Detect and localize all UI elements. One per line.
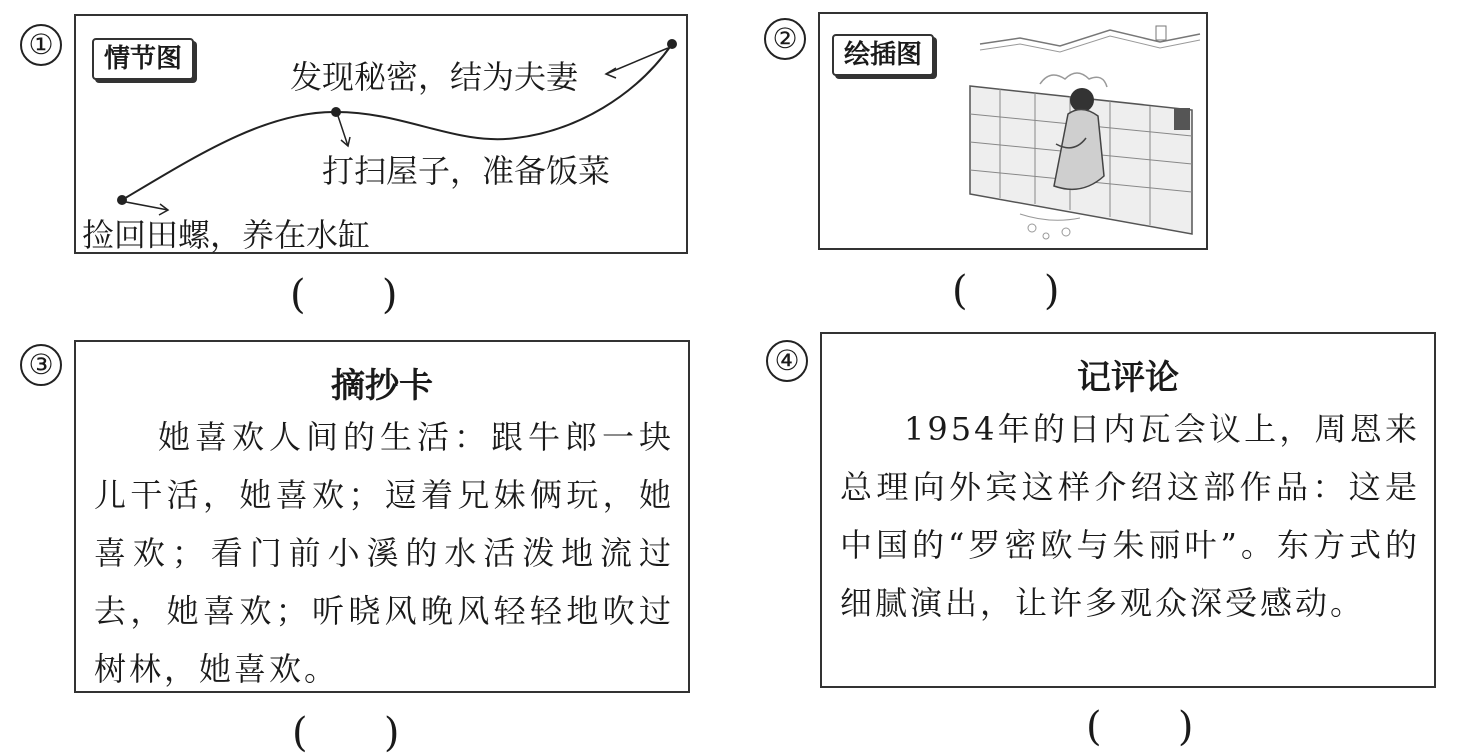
panel-2-answer-blank[interactable]: ( ) (952, 268, 1060, 314)
panel-1-answer-blank[interactable]: ( ) (290, 272, 398, 318)
plot-diagram-card (74, 14, 688, 254)
commentary-card-title: 记评论 (1077, 358, 1179, 398)
plot-label-middle: 打扫屋子，准备饭菜 (322, 152, 611, 190)
plot-label-end: 发现秘密，结为夫妻 (290, 58, 579, 96)
plot-point-end (667, 39, 677, 49)
excerpt-card (74, 340, 690, 693)
plot-diagram-tag: 情节图 (92, 38, 194, 80)
plot-point-start (117, 195, 127, 205)
illustration-image (820, 14, 1206, 248)
commentary-card-body: 1954年的日内瓦会议上，周恩来总理向外宾这样介绍这部作品：这是中国的“罗密欧与朱丽叶”。东方式的细腻演出，让许多观众深受感动。 (840, 410, 1420, 622)
illustration-card (818, 12, 1208, 250)
panel-3-number: ③ (20, 344, 62, 386)
panel-4-number: ④ (766, 340, 808, 382)
panel-1-number: ① (20, 24, 62, 66)
plot-point-middle (331, 107, 341, 117)
panel-3-answer-blank[interactable]: ( ) (292, 710, 400, 756)
panel-4-answer-blank[interactable]: ( ) (1086, 704, 1194, 750)
panel-2-number: ② (764, 18, 806, 60)
commentary-card (820, 332, 1436, 688)
excerpt-card-body: 她喜欢人间的生活：跟牛郎一块儿干活，她喜欢；逗着兄妹俩玩，她喜欢；看门前小溪的水活泼地流过去，她喜欢；听晓风晚风轻轻地吹过树林，她喜欢。 (94, 418, 674, 688)
illustration-tag: 绘插图 (832, 34, 934, 76)
plot-label-start: 捡回田螺，养在水缸 (82, 216, 371, 254)
excerpt-card-title: 摘抄卡 (331, 366, 433, 406)
